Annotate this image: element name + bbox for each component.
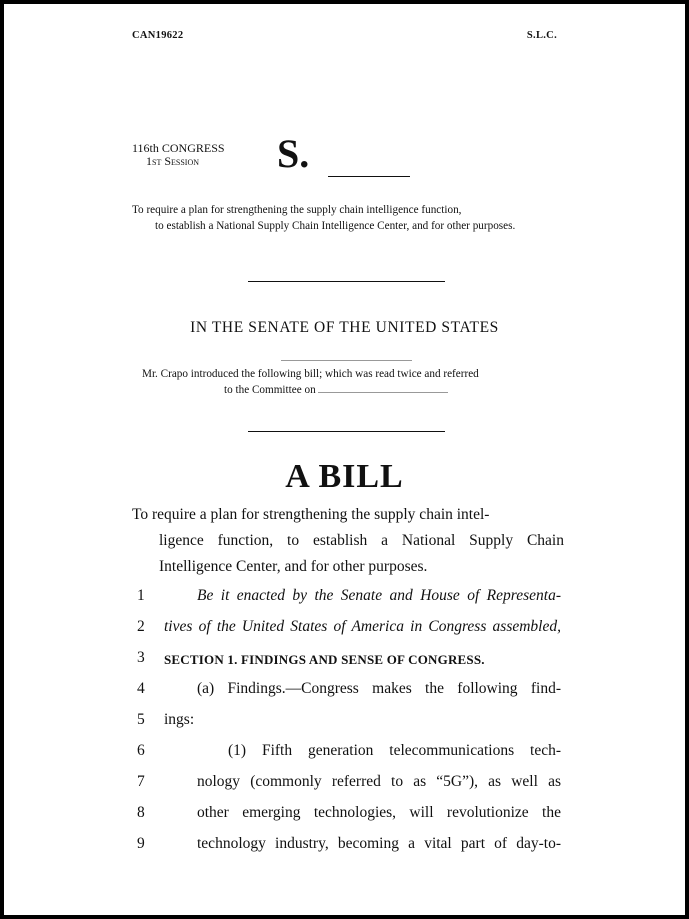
finding-1-line-4: technology industry, becoming a vital part of day-to-	[197, 835, 561, 852]
bill-number-blank	[328, 176, 410, 177]
line-number: 2	[137, 618, 145, 635]
long-title-line-2: ligence function, to establish a National Supply Chain	[159, 532, 564, 549]
finding-1-line-3: other emerging technologies, will revolutionize the	[197, 804, 561, 821]
enacting-clause-line-1: Be it enacted by the Senate and House of Representa-	[197, 587, 561, 604]
short-title-purpose	[132, 202, 564, 234]
finding-1-line-1: (1) Fifth generation telecommunications tech-	[228, 742, 561, 759]
date-blank	[281, 360, 412, 361]
office-code: S.L.C.	[526, 30, 557, 41]
introduction-rest: to the Committee on	[224, 384, 316, 396]
line-number: 6	[137, 742, 145, 759]
findings-line-2: ings:	[164, 711, 195, 728]
line-number: 3	[137, 649, 145, 666]
introduction-text	[142, 366, 562, 398]
line-number: 8	[137, 804, 145, 821]
bill-title: A BILL	[285, 458, 404, 495]
finding-1-line-2: nology (commonly referred to as “5G”), as well as	[197, 773, 561, 790]
introduction-rest-wrap	[142, 382, 562, 398]
line-number: 7	[137, 773, 145, 790]
session-number: 1st Session	[146, 154, 200, 168]
document-id: CAN19622	[132, 30, 184, 41]
congress-number: 116th CONGRESS	[132, 141, 225, 155]
line-number: 1	[137, 587, 145, 604]
long-title-line-1: To require a plan for strengthening the supply chain intel-	[132, 506, 490, 523]
line-number: 5	[137, 711, 145, 728]
long-title	[132, 502, 564, 580]
findings-line-1: (a) Findings.—Congress makes the following find-	[197, 680, 561, 697]
document-page	[4, 4, 685, 915]
divider-rule	[248, 281, 445, 282]
section-heading: SECTION 1. FINDINGS AND SENSE OF CONGRESS.	[164, 652, 485, 667]
line-number: 9	[137, 835, 145, 852]
short-purpose-rest: to establish a National Supply Chain Intelligence Center, and for other purposes.	[155, 220, 516, 232]
bill-number: S.	[277, 131, 310, 176]
long-title-line-3: Intelligence Center, and for other purposes.	[159, 558, 428, 575]
short-purpose-first: To require a plan for strengthening the supply chain intelligence function,	[132, 204, 462, 216]
line-number: 4	[137, 680, 145, 697]
committee-blank	[318, 383, 448, 393]
chamber-heading: IN THE SENATE OF THE UNITED STATES	[190, 319, 499, 336]
introduction-first: Mr. Crapo introduced the following bill; which was read twice and referred	[142, 368, 479, 380]
divider-rule-2	[248, 431, 445, 432]
congress-session	[132, 142, 225, 168]
enacting-clause-line-2: tives of the United States of America in Congress assembled,	[164, 618, 561, 635]
